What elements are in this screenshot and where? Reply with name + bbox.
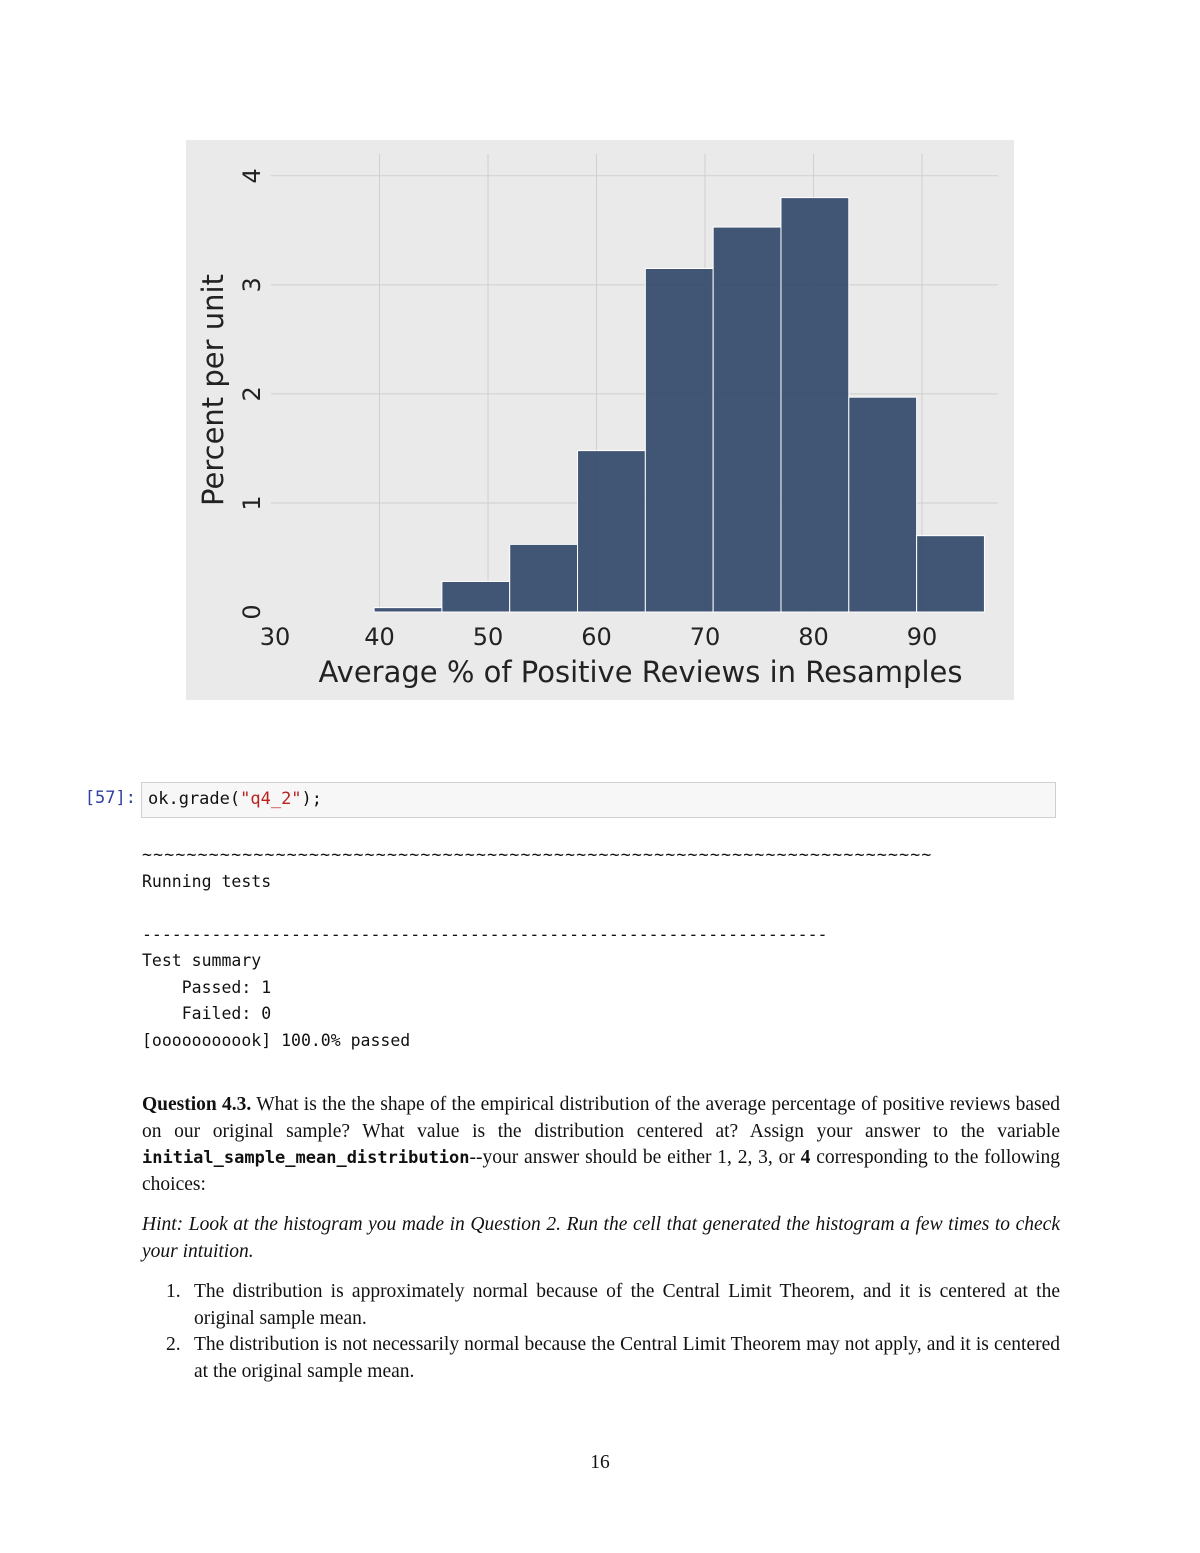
x-tick-label: 50 — [472, 623, 504, 651]
question-label: Question 4.3. — [142, 1094, 252, 1115]
question-text-1: What is the the shape of the empirical distribution of the average percentage of positive reviews based on our original sample? What value is the distribution centered at? Assign your answer to the variable — [142, 1094, 1060, 1142]
y-tick-label: 1 — [238, 495, 266, 511]
histogram-bar — [781, 198, 849, 612]
hint-paragraph: Hint: Look at the histogram you made in Question 2. Run the cell that generated the histogram a few times to check your intuition. — [142, 1214, 1060, 1262]
histogram-bar — [578, 451, 646, 612]
running-tests-text: Running tests — [142, 871, 272, 891]
y-tick-label: 3 — [238, 277, 266, 293]
histogram-chart — [186, 140, 1014, 700]
dash-separator: --------------------------------------------------------------------- — [142, 924, 828, 944]
histogram-bar — [645, 269, 713, 613]
choice-item — [142, 1332, 1060, 1385]
passed-count: Passed: 1 — [142, 977, 272, 997]
y-tick-label: 0 — [238, 604, 266, 620]
failed-count: Failed: 0 — [142, 1004, 272, 1023]
choice-text: The distribution is approximately normal because of the Central Limit Theorem, and it is centered at the original sample mean. — [194, 1281, 1060, 1329]
x-tick-label: 40 — [364, 623, 395, 651]
question-paragraph — [142, 1092, 1060, 1198]
histogram-bar — [713, 227, 781, 612]
y-axis-label: Percent per unit — [196, 274, 230, 506]
x-tick-label: 60 — [581, 623, 612, 651]
cell-output — [142, 842, 942, 1054]
x-axis-label: Average % of Positive Reviews in Resamples — [318, 655, 963, 689]
cell-prompt: [57]: — [84, 788, 136, 808]
histogram-bar — [917, 536, 985, 612]
y-tick-label: 2 — [238, 386, 266, 402]
code-cell[interactable] — [78, 782, 1060, 820]
test-result: [ooooooooook] 100.0% passed — [142, 1030, 411, 1050]
histogram-bar — [442, 581, 510, 612]
code-call: ok.grade( — [148, 789, 241, 809]
test-summary-label: Test summary — [142, 951, 262, 970]
code-input[interactable] — [141, 782, 1056, 818]
y-tick-label: 4 — [238, 168, 266, 184]
code-string-literal: "q4_2" — [240, 789, 302, 809]
question-text-2: --your answer should be either 1, 2, 3, or — [469, 1147, 801, 1168]
code-call-end: ); — [301, 789, 323, 809]
choice-number: 2. — [166, 1334, 181, 1355]
x-tick-label: 80 — [798, 623, 829, 651]
histogram-bar — [510, 544, 578, 612]
choice-four: 4 — [800, 1147, 811, 1168]
choice-item — [142, 1279, 1060, 1332]
x-tick-label: 30 — [259, 623, 291, 651]
histogram-bar — [374, 608, 442, 612]
histogram-bar — [849, 397, 917, 612]
choice-number: 1. — [166, 1281, 181, 1302]
variable-name: initial_sample_mean_distribution — [142, 1148, 470, 1168]
choice-text: The distribution is not necessarily normal because the Central Limit Theorem may not apply, and it is centered at the original sample mean. — [194, 1334, 1060, 1382]
tilde-separator: ~~~~~~~~~~~~~~~~~~~~~~~~~~~~~~~~~~~~~~~~~~~~~~~~~~~~~~~~~~~~~~~~~~~~~~~ — [142, 845, 933, 864]
choices-list — [142, 1279, 1060, 1385]
page-number: 16 — [590, 1452, 610, 1473]
x-tick-label: 90 — [906, 623, 938, 651]
histogram-svg — [186, 140, 1014, 700]
x-tick-label: 70 — [689, 623, 721, 651]
question-text-3: corresponding to the following choices: — [142, 1147, 1061, 1195]
